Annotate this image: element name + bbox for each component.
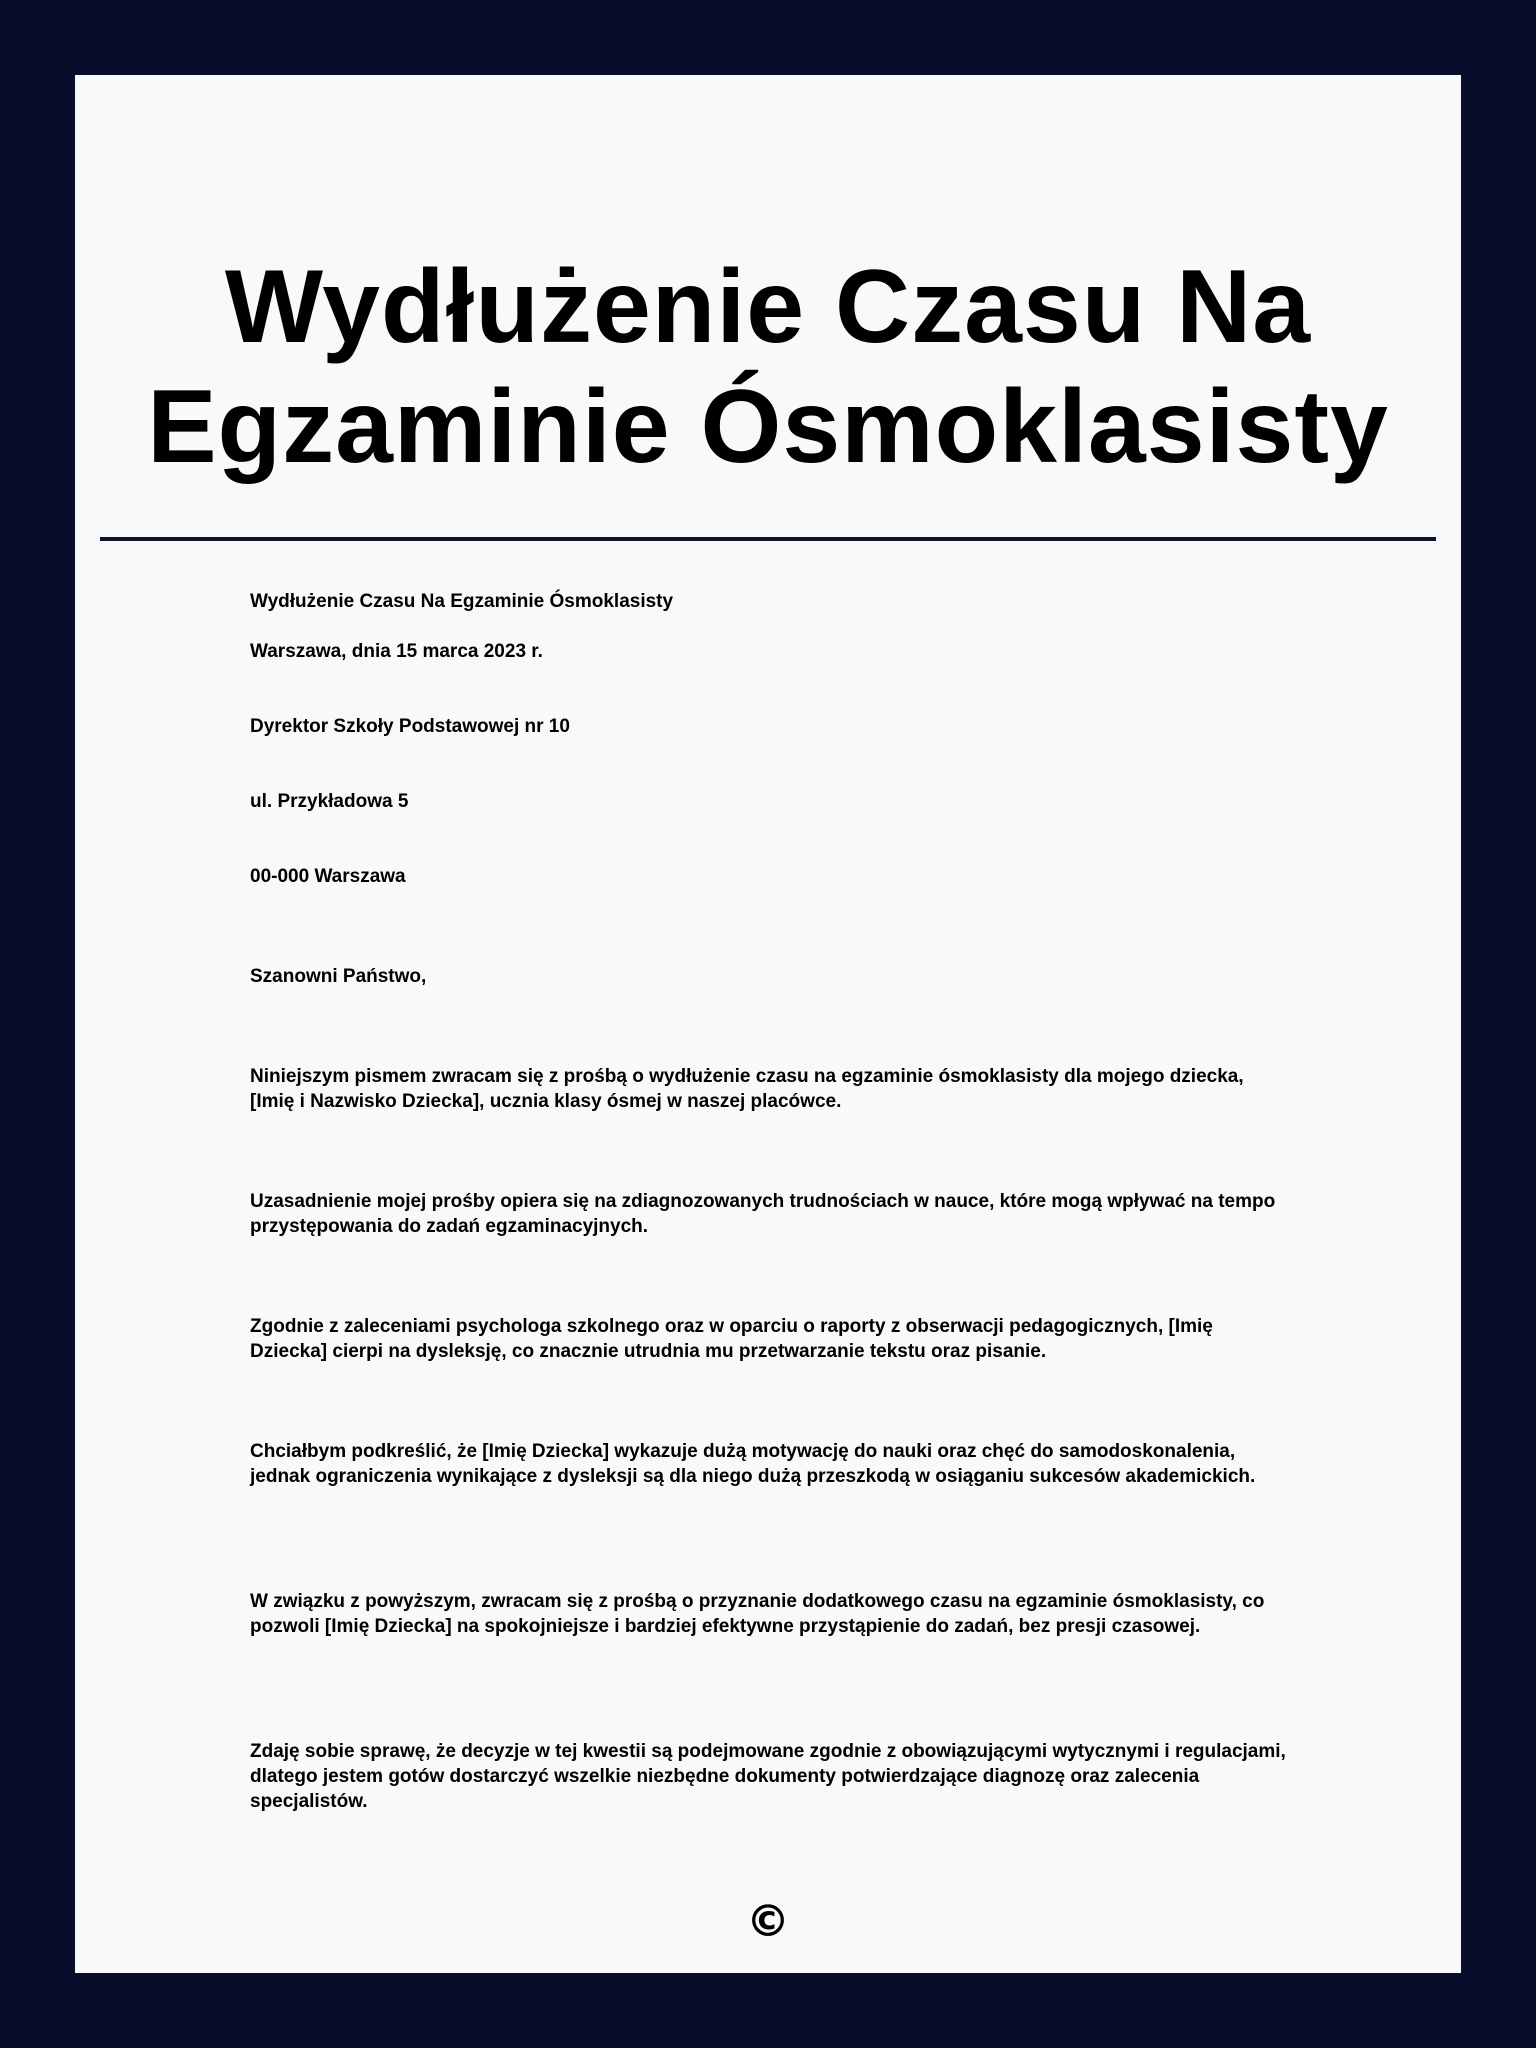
paragraph-2: Uzasadnienie mojej prośby opiera się na zdiagnozowanych trudnościach w nauce, które mogą wpływać na tempo przystępowania do zadań egzaminacyjnych. — [250, 1191, 1276, 1237]
paragraph-3: Zgodnie z zaleceniami psychologa szkolnego oraz w oparciu o raporty z obserwacji pedagogicznych, [Imię Dziecka] cierpi na dysleksję, co znacznie utrudnia mu przetwarzanie tekstu oraz pisanie. — [250, 1316, 1213, 1362]
recipient-street: ul. Przykładowa 5 — [250, 791, 409, 812]
paragraph-6: Zdaję sobie sprawę, że decyzje w tej kwestii są podejmowane zgodnie z obowiązującymi wytycznymi i regulacjami, dlatego jestem gotów dostarczyć wszelkie niezbędne dokumenty potwierdzające diagnozę oraz zalecenia specjalistów. — [250, 1741, 1286, 1812]
document-subtitle: Wydłużenie Czasu Na Egzaminie Ósmoklasisty — [250, 591, 674, 612]
document-title: Wydłużenie Czasu Na Egzaminie Ósmoklasisty — [147, 249, 1389, 485]
document-page — [75, 75, 1461, 1973]
paragraph-4: Chciałbym podkreślić, że [Imię Dziecka] wykazuje dużą motywację do nauki oraz chęć do samodoskonalenia, jednak ograniczenia wynikające z dysleksji są dla niego dużą przeszkodą w osiąganiu sukcesów akademickich. — [250, 1441, 1256, 1487]
copyright-icon: © — [746, 1896, 790, 1947]
title-divider — [100, 537, 1436, 541]
recipient-name: Dyrektor Szkoły Podstawowej nr 10 — [250, 716, 570, 737]
paragraph-1: Niniejszym pismem zwracam się z prośbą o wydłużenie czasu na egzaminie ósmoklasisty dla mojego dziecka, [Imię i Nazwisko Dziecka], ucznia klasy ósmej w naszej placówce. — [250, 1066, 1244, 1112]
recipient-city: 00-000 Warszawa — [250, 866, 406, 887]
paragraph-5: W związku z powyższym, zwracam się z prośbą o przyznanie dodatkowego czasu na egzaminie ósmoklasisty, co pozwoli [Imię Dziecka] na spokojniejsze i bardziej efektywne przystąpienie do zadań, bez presji czasowej. — [250, 1591, 1265, 1637]
date-line: Warszawa, dnia 15 marca 2023 r. — [250, 641, 543, 662]
salutation: Szanowni Państwo, — [250, 966, 427, 987]
